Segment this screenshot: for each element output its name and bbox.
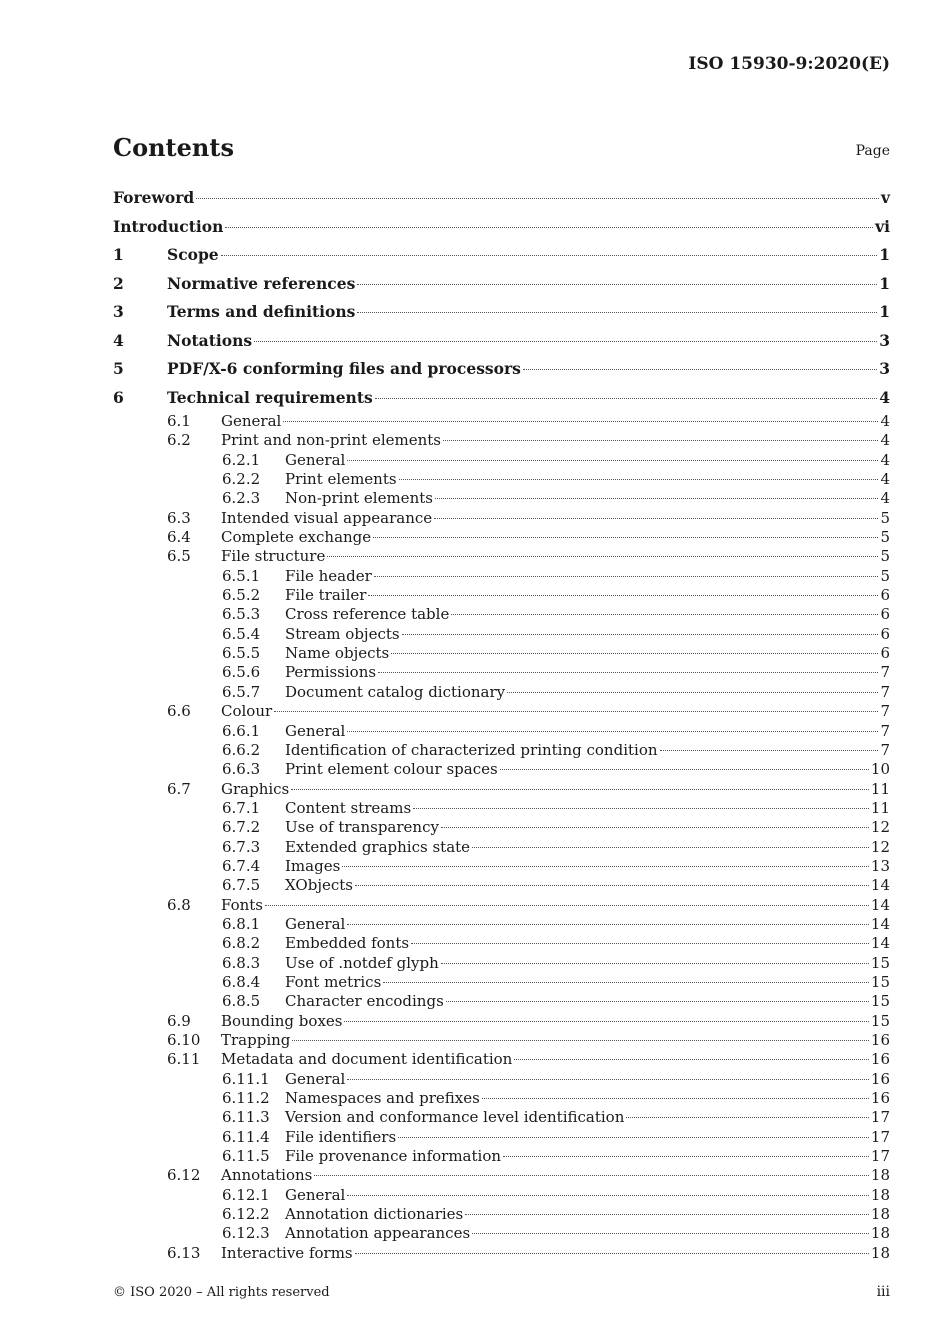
toc-entry[interactable] <box>113 270 890 299</box>
toc-entry-number: 6.2.2 <box>222 470 261 489</box>
toc-entry-number: 6.8 <box>167 895 191 914</box>
toc-entry-title: Annotation appearances <box>285 1224 471 1243</box>
dot-leader <box>291 789 869 790</box>
toc-entry[interactable] <box>113 896 890 915</box>
dot-leader <box>626 1117 869 1118</box>
toc-entry-number: 6.12.3 <box>222 1224 270 1243</box>
toc-entry-title: Version and conformance level identification <box>285 1108 625 1127</box>
toc-entry-page: 16 <box>870 1089 890 1108</box>
dot-leader <box>472 1233 869 1234</box>
dot-leader <box>373 537 878 538</box>
dot-leader <box>500 769 869 770</box>
toc-entry-page: 5 <box>880 566 890 585</box>
dot-leader <box>327 556 878 557</box>
dot-leader <box>383 982 869 983</box>
toc-entry-title: Notations <box>167 330 253 350</box>
toc-entry-title: Technical requirements <box>167 387 373 407</box>
toc-entry-number: 6.8.3 <box>222 953 261 972</box>
toc-entry-title: Graphics <box>221 779 290 798</box>
toc-entry-page: 15 <box>870 953 890 972</box>
toc-entry[interactable] <box>113 213 890 242</box>
toc-entry[interactable] <box>113 683 890 702</box>
toc-entry-page: 7 <box>880 663 890 682</box>
toc-entry-title: Stream objects <box>285 624 400 643</box>
toc-entry-title: Namespaces and prefixes <box>285 1089 480 1108</box>
dot-leader <box>443 440 878 441</box>
toc-entry-page: 14 <box>870 876 890 895</box>
toc-entry-title: XObjects <box>285 876 353 895</box>
dot-leader <box>503 1156 869 1157</box>
toc-entry[interactable] <box>113 412 890 431</box>
toc-entry-page: 6 <box>880 624 890 643</box>
toc-entry-title: Permissions <box>285 663 377 682</box>
toc-entry-title: Content streams <box>285 798 412 817</box>
toc-entry-page: 11 <box>870 779 890 798</box>
dot-leader <box>314 1175 869 1176</box>
dot-leader <box>355 1253 869 1254</box>
toc-entry-number: 6.7.3 <box>222 837 261 856</box>
toc-entry-page: 5 <box>880 547 890 566</box>
toc-entry-number: 2 <box>113 273 124 293</box>
toc-entry-title: Annotations <box>221 1166 313 1185</box>
toc-entry-page: 4 <box>879 387 890 407</box>
toc-entry-page: 1 <box>879 302 890 321</box>
toc-entry-title: Colour <box>221 702 273 721</box>
toc-entry-number: 6.7.2 <box>222 818 261 837</box>
toc-entry[interactable] <box>113 605 890 624</box>
copyright-notice: © ISO 2020 – All rights reserved <box>113 1285 330 1300</box>
toc-entry[interactable] <box>113 451 890 470</box>
toc-entry-title: Print element colour spaces <box>285 760 498 779</box>
dot-leader <box>378 672 878 673</box>
toc-entry-number: 6 <box>113 387 124 407</box>
toc-entry-number: 6.11.3 <box>222 1108 270 1127</box>
toc-entry-page: 16 <box>870 1069 890 1088</box>
toc-entry-page: 16 <box>870 1050 890 1069</box>
toc-entry-title: Images <box>285 856 341 875</box>
dot-leader <box>472 847 869 848</box>
toc-entry-title: Trapping <box>221 1031 291 1049</box>
toc-entry-number: 6.4 <box>167 528 191 547</box>
toc-entry-number: 6.2.1 <box>222 450 261 469</box>
toc-entry-title: General <box>285 450 346 469</box>
dot-leader <box>265 905 869 906</box>
toc-entry-number: 6.7 <box>167 779 191 798</box>
toc-entry-title: Normative references <box>167 273 356 293</box>
toc-entry-page: 14 <box>870 895 890 914</box>
dot-leader <box>451 614 878 615</box>
toc-entry-number: 6.11.5 <box>222 1147 270 1166</box>
dot-leader <box>411 943 869 944</box>
dot-leader <box>375 398 877 399</box>
toc-entry-number: 6.8.5 <box>222 992 261 1011</box>
toc-entry[interactable] <box>113 1012 890 1031</box>
toc-entry-title: Print and non-print elements <box>221 431 441 450</box>
toc-entry[interactable] <box>113 1147 890 1166</box>
toc-entry-number: 6.7.4 <box>222 856 261 875</box>
dot-leader <box>446 1001 869 1002</box>
dot-leader <box>347 460 878 461</box>
toc-entry-number: 6.12.1 <box>222 1185 270 1204</box>
toc-entry-number: 4 <box>113 330 124 350</box>
dot-leader <box>435 498 879 499</box>
dot-leader <box>342 866 869 867</box>
toc-entry-number: 6.10 <box>167 1031 201 1049</box>
toc-entry[interactable] <box>113 1128 890 1147</box>
toc-entry[interactable] <box>113 1031 890 1050</box>
dot-leader <box>347 731 878 732</box>
toc-entry[interactable] <box>113 973 890 992</box>
toc-entry-number: 6.9 <box>167 1011 191 1030</box>
toc-entry[interactable] <box>113 489 890 508</box>
contents-title: Contents <box>113 133 234 162</box>
toc-entry-number: 6.11 <box>167 1050 201 1069</box>
toc-entry[interactable] <box>113 327 890 356</box>
dot-leader <box>344 1021 868 1022</box>
toc-entry[interactable] <box>113 1205 890 1224</box>
toc-entry[interactable] <box>113 1050 890 1069</box>
toc-entry-number: 1 <box>113 245 124 264</box>
dot-leader <box>347 1195 869 1196</box>
page-column-label: Page <box>855 143 890 159</box>
toc-entry[interactable] <box>113 298 890 327</box>
toc-entry-page: 3 <box>879 359 890 378</box>
toc-entry-page: 18 <box>870 1224 890 1243</box>
toc-entry-page: 7 <box>880 721 890 740</box>
toc-entry[interactable] <box>113 741 890 760</box>
toc-entry[interactable] <box>113 1089 890 1108</box>
toc-entry-page: 5 <box>880 508 890 527</box>
dot-leader <box>413 808 869 809</box>
toc-entry-number: 6.5.1 <box>222 566 261 585</box>
document-id: ISO 15930-9:2020(E) <box>688 54 890 74</box>
toc-entry-page: 3 <box>879 330 890 350</box>
toc-entry-title: Font metrics <box>285 972 382 991</box>
dot-leader <box>225 227 873 228</box>
toc-entry-page: 14 <box>870 934 890 953</box>
toc-entry-title: Character encodings <box>285 992 444 1011</box>
toc-entry-title: File provenance information <box>285 1147 502 1166</box>
dot-leader <box>347 1079 869 1080</box>
toc-entry-page: 6 <box>880 644 890 663</box>
toc-entry[interactable] <box>113 857 890 876</box>
toc-entry-page: 4 <box>880 412 890 430</box>
toc-entry-number: 6.6.3 <box>222 760 261 779</box>
toc-entry[interactable] <box>113 586 890 605</box>
toc-entry-page: 4 <box>880 450 890 469</box>
dot-leader <box>402 634 879 635</box>
dot-leader <box>254 341 877 342</box>
dot-leader <box>441 827 869 828</box>
toc-entry-page: 17 <box>870 1108 890 1127</box>
toc-entry-number: 6.7.1 <box>222 798 261 817</box>
toc-entry[interactable] <box>113 1244 890 1263</box>
toc-entry-number: 6.5.3 <box>222 605 261 624</box>
dot-leader <box>221 255 878 256</box>
toc-entry-title: Use of transparency <box>285 818 439 837</box>
toc-entry-page: 12 <box>870 818 890 837</box>
toc-entry-title: File structure <box>221 547 326 566</box>
toc-entry-number: 6.11.1 <box>222 1069 270 1088</box>
dot-leader <box>347 924 869 925</box>
toc-entry-page: 13 <box>870 856 890 875</box>
toc-entry-title: File identifiers <box>285 1127 397 1146</box>
toc-entry[interactable] <box>113 702 890 721</box>
toc-entry-title: Non-print elements <box>285 489 433 508</box>
toc-entry[interactable] <box>113 876 890 895</box>
toc-entry[interactable] <box>113 915 890 934</box>
dot-leader <box>357 284 877 285</box>
toc-entry-page: 15 <box>870 1011 890 1030</box>
toc-entry[interactable] <box>113 992 890 1011</box>
toc-entry-number: 6.8.1 <box>222 914 261 933</box>
toc-entry-page: 18 <box>870 1166 890 1185</box>
toc-entry-title: General <box>221 412 282 430</box>
toc-entry-number: 6.12.2 <box>222 1205 270 1224</box>
dot-leader <box>391 653 878 654</box>
toc-entry-title: Document catalog dictionary <box>285 682 506 701</box>
dot-leader <box>274 711 878 712</box>
toc-entry-page: 4 <box>880 470 890 489</box>
toc-entry-title: Name objects <box>285 644 390 663</box>
toc-entry[interactable] <box>113 1166 890 1185</box>
toc-entry-number: 6.5.7 <box>222 682 261 701</box>
dot-leader <box>374 576 879 577</box>
toc-entry-number: 6.11.4 <box>222 1127 270 1146</box>
toc-entry-number: 6.8.4 <box>222 972 261 991</box>
toc-entry[interactable] <box>113 547 890 566</box>
toc-entry-title: General <box>285 914 346 933</box>
toc-entry-number: 5 <box>113 359 124 378</box>
toc-entry-number: 6.5 <box>167 547 191 566</box>
toc-entry[interactable] <box>113 954 890 973</box>
toc-entry-number: 6.2.3 <box>222 489 261 508</box>
toc-entry[interactable] <box>113 567 890 586</box>
toc-entry-page: 6 <box>880 605 890 624</box>
dot-leader <box>399 479 879 480</box>
toc-entry[interactable] <box>113 780 890 799</box>
toc-entry-page: 11 <box>870 798 890 817</box>
toc-entry[interactable] <box>113 509 890 528</box>
toc-entry-page: 1 <box>879 245 890 264</box>
toc-entry[interactable] <box>113 528 890 547</box>
toc-entry-page: 16 <box>870 1031 890 1049</box>
toc-entry-number: 6.8.2 <box>222 934 261 953</box>
toc-entry-title: Annotation dictionaries <box>285 1205 464 1224</box>
toc-entry-title: Terms and definitions <box>167 302 356 321</box>
toc-entry[interactable] <box>113 184 890 213</box>
dot-leader <box>368 595 878 596</box>
toc-entry-title: Use of .notdef glyph <box>285 953 439 972</box>
toc-entry-title: Intended visual appearance <box>221 508 433 527</box>
toc-entry-page: vi <box>875 216 890 236</box>
toc-entry-number: 6.7.5 <box>222 876 261 895</box>
toc-entry[interactable] <box>113 799 890 818</box>
toc-entry[interactable] <box>113 934 890 953</box>
toc-entry-page: 18 <box>870 1205 890 1224</box>
dot-leader <box>507 692 878 693</box>
toc-entry-number: 6.5.5 <box>222 644 261 663</box>
toc-entry-page: 7 <box>880 682 890 701</box>
dot-leader <box>283 421 878 422</box>
toc-entry[interactable] <box>113 355 890 384</box>
toc-entry-page: 15 <box>870 972 890 991</box>
dot-leader <box>660 750 879 751</box>
toc-entry-number: 6.6.1 <box>222 721 261 740</box>
toc-entry-title: Metadata and document identification <box>221 1050 513 1069</box>
toc-entry-page: 4 <box>880 431 890 450</box>
toc-entry-number: 6.6 <box>167 702 191 721</box>
toc-entry-number: 6.3 <box>167 508 191 527</box>
dot-leader <box>514 1059 869 1060</box>
dot-leader <box>398 1137 869 1138</box>
dot-leader <box>355 885 869 886</box>
toc-entry-title: Fonts <box>221 895 264 914</box>
toc-entry-number: 6.1 <box>167 412 191 430</box>
toc-entry-number: 3 <box>113 302 124 321</box>
toc-entry[interactable] <box>113 1108 890 1127</box>
toc-entry-title: General <box>285 1185 346 1204</box>
toc-entry[interactable] <box>113 1070 890 1089</box>
dot-leader <box>441 963 869 964</box>
toc-entry[interactable] <box>113 838 890 857</box>
toc-entry-title: Interactive forms <box>221 1243 353 1262</box>
toc-entry[interactable] <box>113 722 890 741</box>
toc-entry-page: 17 <box>870 1127 890 1146</box>
toc-entry-title: Bounding boxes <box>221 1011 343 1030</box>
toc-entry-page: 10 <box>870 760 890 779</box>
toc-entry-page: 5 <box>880 528 890 547</box>
toc-entry[interactable] <box>113 663 890 682</box>
dot-leader <box>482 1098 869 1099</box>
toc-entry-title: File header <box>285 566 372 585</box>
toc-entry[interactable] <box>113 818 890 837</box>
toc-entry-number: 6.6.2 <box>222 740 261 759</box>
toc-entry-page: 7 <box>880 740 890 759</box>
toc-entry-page: 7 <box>880 702 890 721</box>
toc-entry-number: 6.2 <box>167 431 191 450</box>
toc-entry-title: Embedded fonts <box>285 934 410 953</box>
toc-entry-number: 6.5.6 <box>222 663 261 682</box>
toc-entry-number: 6.5.4 <box>222 624 261 643</box>
toc-entry-title: Introduction <box>113 216 224 236</box>
toc-entry[interactable] <box>113 760 890 779</box>
toc-entry-page: 4 <box>880 489 890 508</box>
toc-entry[interactable] <box>113 625 890 644</box>
toc-entry-title: Extended graphics state <box>285 837 471 856</box>
toc-entry-page: v <box>880 188 890 207</box>
toc-entry-title: General <box>285 721 346 740</box>
toc-entry-title: File trailer <box>285 586 367 605</box>
dot-leader <box>465 1214 869 1215</box>
toc-entry[interactable] <box>113 384 890 413</box>
toc-entry-number: 6.13 <box>167 1243 201 1262</box>
toc-entry-title: PDF/X-6 conforming files and processors <box>167 359 521 378</box>
toc-entry-title: Identification of characterized printing condition <box>285 740 658 759</box>
toc-entry-page: 6 <box>880 586 890 605</box>
toc-entry-number: 6.11.2 <box>222 1089 270 1108</box>
toc-entry[interactable] <box>113 644 890 663</box>
toc-entry-number: 6.12 <box>167 1166 201 1185</box>
toc-entry-title: Print elements <box>285 470 397 489</box>
toc-entry-page: 18 <box>870 1243 890 1262</box>
page-number: iii <box>876 1284 890 1300</box>
dot-leader <box>523 369 877 370</box>
dot-leader <box>434 518 878 519</box>
toc-entry-title: General <box>285 1069 346 1088</box>
toc-entry[interactable] <box>113 241 890 270</box>
toc-entry-title: Cross reference table <box>285 605 450 624</box>
table-of-contents <box>113 184 890 1263</box>
toc-entry-page: 12 <box>870 837 890 856</box>
toc-entry-number: 6.5.2 <box>222 586 261 605</box>
dot-leader <box>196 198 879 199</box>
toc-entry-title: Complete exchange <box>221 528 372 547</box>
toc-entry-title: Scope <box>167 245 219 264</box>
toc-entry-page: 17 <box>870 1147 890 1166</box>
toc-entry[interactable] <box>113 431 890 450</box>
toc-entry[interactable] <box>113 470 890 489</box>
toc-entry-title: Foreword <box>113 188 195 207</box>
toc-entry-page: 15 <box>870 992 890 1011</box>
dot-leader <box>292 1040 869 1041</box>
dot-leader <box>357 312 877 313</box>
toc-entry-page: 14 <box>870 914 890 933</box>
toc-entry[interactable] <box>113 1224 890 1243</box>
toc-entry-page: 18 <box>870 1185 890 1204</box>
toc-entry-page: 1 <box>879 273 890 293</box>
toc-entry[interactable] <box>113 1186 890 1205</box>
